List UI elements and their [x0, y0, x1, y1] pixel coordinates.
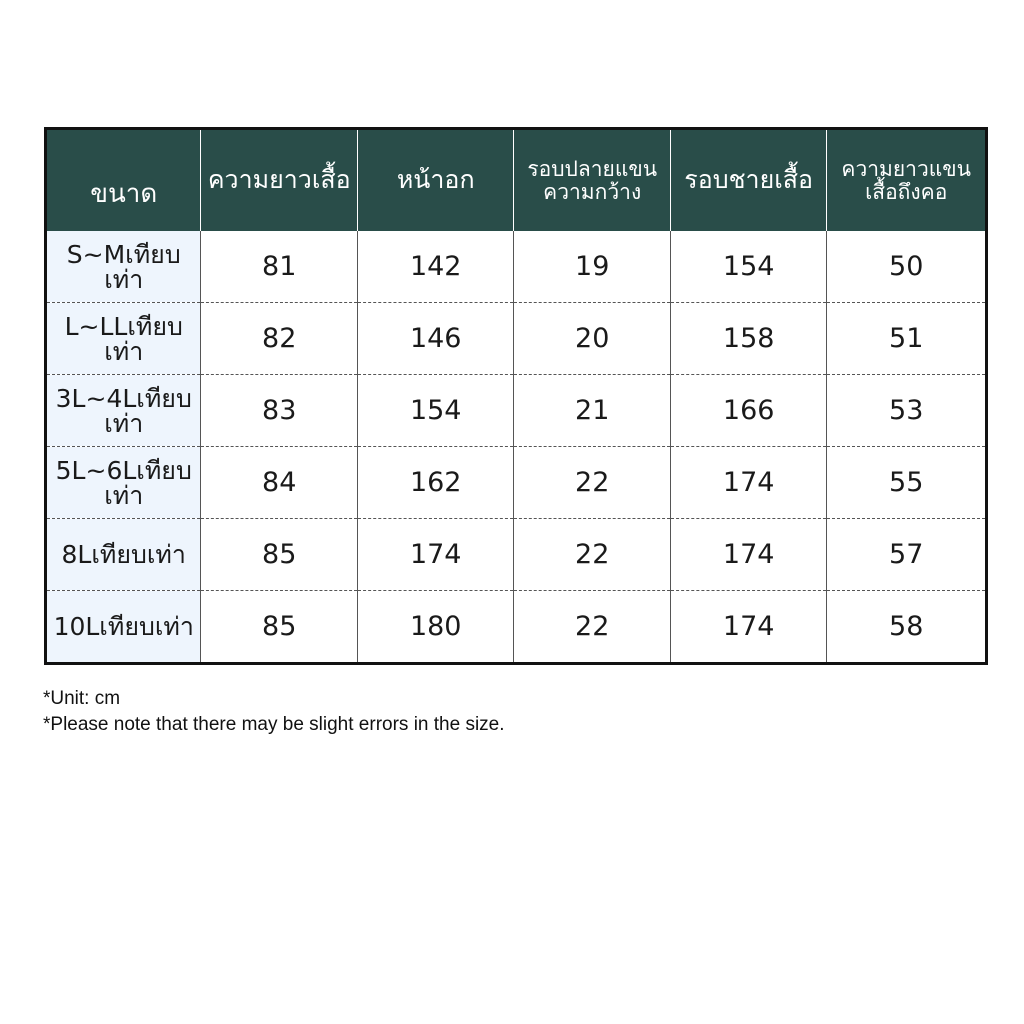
header-sleeve-length: ความยาวแขนเสื้อถึงคอ	[827, 129, 987, 232]
length-cell: 83	[201, 375, 357, 447]
table-row	[46, 375, 987, 447]
header-hem: รอบชายเสื้อ	[670, 129, 826, 232]
length-cell: 84	[201, 447, 357, 519]
hem-cell: 174	[670, 519, 826, 591]
sleeve-cell: 53	[827, 375, 987, 447]
table-row	[46, 447, 987, 519]
header-row	[46, 129, 987, 232]
chest-cell: 146	[357, 303, 513, 375]
size-cell: 8Lเทียบเท่า	[46, 519, 201, 591]
chest-cell: 154	[357, 375, 513, 447]
sleeve-cell: 55	[827, 447, 987, 519]
table-row	[46, 591, 987, 664]
hem-cell: 154	[670, 231, 826, 303]
header-chest: หน้าอก	[357, 129, 513, 232]
length-cell: 85	[201, 591, 357, 664]
header-body-length: ความยาวเสื้อ	[201, 129, 357, 232]
table-row	[46, 303, 987, 375]
size-chart-table	[44, 127, 988, 665]
hem-cell: 166	[670, 375, 826, 447]
sleeve-cell: 51	[827, 303, 987, 375]
cuff-cell: 22	[514, 591, 670, 664]
hem-cell: 158	[670, 303, 826, 375]
cuff-cell: 20	[514, 303, 670, 375]
chest-cell: 142	[357, 231, 513, 303]
chest-cell: 174	[357, 519, 513, 591]
size-cell: 5L~6Lเทียบเท่า	[46, 447, 201, 519]
sleeve-cell: 57	[827, 519, 987, 591]
table-row	[46, 519, 987, 591]
header-cuff-width: รอบปลายแขนความกว้าง	[514, 129, 670, 232]
size-notes	[43, 686, 505, 738]
disclaimer-note: *Please note that there may be slight errors in the size.	[43, 714, 505, 735]
cuff-cell: 22	[514, 519, 670, 591]
length-cell: 81	[201, 231, 357, 303]
sleeve-cell: 50	[827, 231, 987, 303]
size-cell: L~LLเทียบเท่า	[46, 303, 201, 375]
unit-note: *Unit: cm	[43, 688, 121, 709]
hem-cell: 174	[670, 447, 826, 519]
table-row	[46, 231, 987, 303]
chest-cell: 162	[357, 447, 513, 519]
size-cell: 3L~4Lเทียบเท่า	[46, 375, 201, 447]
hem-cell: 174	[670, 591, 826, 664]
header-size: ขนาด	[46, 129, 201, 232]
size-cell: 10Lเทียบเท่า	[46, 591, 201, 664]
cuff-cell: 19	[514, 231, 670, 303]
length-cell: 82	[201, 303, 357, 375]
sleeve-cell: 58	[889, 611, 924, 642]
size-cell: S~Mเทียบเท่า	[46, 231, 201, 303]
cuff-cell: 21	[514, 375, 670, 447]
cuff-cell: 22	[514, 447, 670, 519]
length-cell: 85	[201, 519, 357, 591]
chest-cell: 180	[357, 591, 513, 664]
